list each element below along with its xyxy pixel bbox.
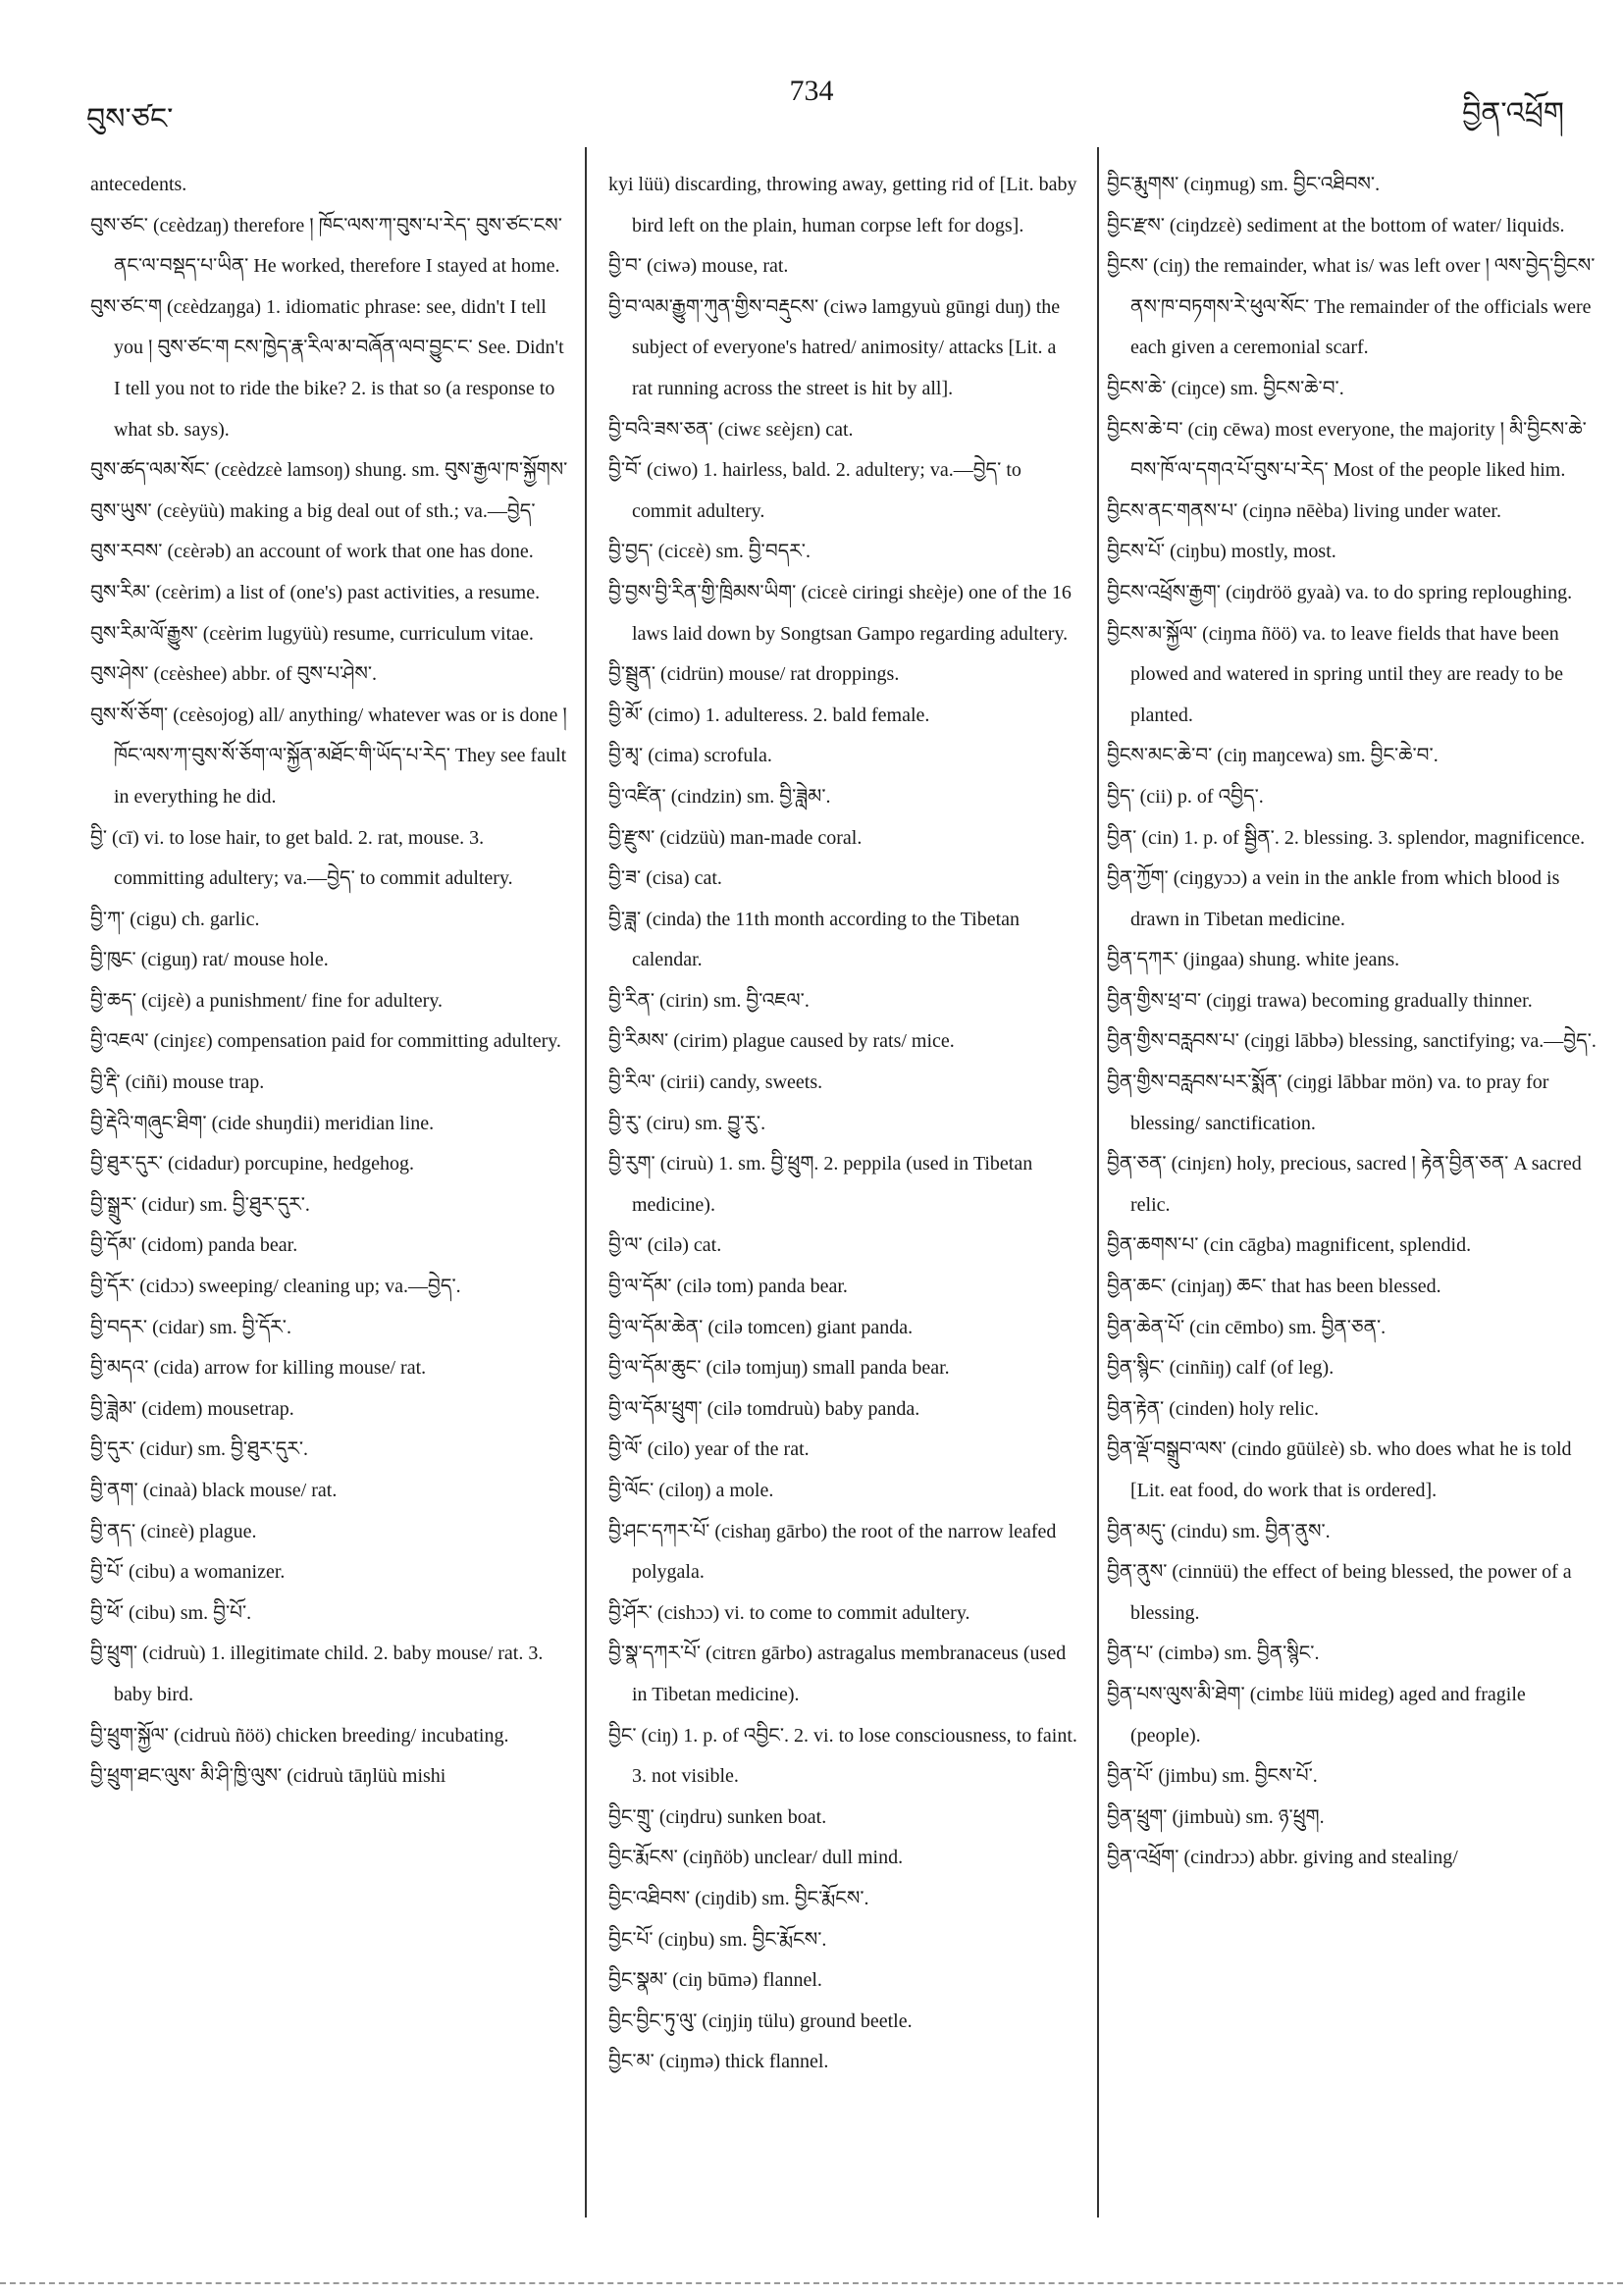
dictionary-entry: བྱི་འཇལ་ (cinjɛɛ) compensation paid for committing adultery. xyxy=(90,1030,561,1053)
dictionary-entry: བྱིང་གྲུ་ (ciŋdru) sunken boat. xyxy=(608,1805,827,1828)
dictionary-entry: བྱིན་ཅན་ (cinjɛn) holy, precious, sacred ། རྟེན་བྱིན་ཅན་ A sacred relic. xyxy=(1107,1153,1582,1216)
dictionary-entry: བྱི་ཤོར་ (cishɔɔ) vi. to come to commit adultery. xyxy=(608,1601,970,1624)
dictionary-entry: བྱི་ལ་དོམ་ (cilə tom) panda bear. xyxy=(608,1276,848,1298)
bottom-edge-divider xyxy=(0,2282,1623,2284)
dictionary-entry: བྱིན་ཕྲུག་ (jimbuù) sm. ཉ་ཕྲུག. xyxy=(1107,1805,1325,1828)
dictionary-entry: བྱིངས་ནང་གནས་པ་ (ciŋnə nēèba) living under water. xyxy=(1107,499,1501,522)
dictionary-entry: བྱིན་ (cin) 1. p. of སྦྱིན་. 2. blessing. 3. splendor, magnificence. xyxy=(1107,826,1586,849)
dictionary-entry: བྱི་ལ་དོམ་ཆེན་ (cilə tomcen) giant panda. xyxy=(608,1316,914,1338)
dictionary-entry: བྱིངས་འཕྲོས་རྒྱག་ (ciŋdröö gyaà) va. to do spring reploughing. xyxy=(1107,581,1573,603)
dictionary-entry: བྱི་ཕོ་ (cibu) sm. བྱི་པོ་. xyxy=(90,1601,252,1624)
dictionary-entry: བྱིན་ཆགས་པ་ (cin cāgba) magnificent, splendid. xyxy=(1107,1234,1472,1257)
dictionary-entry: kyi lüü) discarding, throwing away, getting rid of [Lit. baby bird left on the plain, human corpse left for dogs]. xyxy=(608,174,1077,236)
dictionary-entry: བྱི་ཕྲུག་ཐང་ལུས་ མི་ཤི་ཁྱི་ལུས་ (cidruù tāŋlüù mishi xyxy=(90,1765,446,1788)
dictionary-entry: བྱི་མྭ་ (cima) scrofula. xyxy=(608,745,772,767)
dictionary-entry: བྱིང་སྣམ་ (ciŋ būmə) flannel. xyxy=(608,1969,822,1992)
dictionary-entry: བྱི་ལ་དོམ་ཆུང་ (cilə tomjuŋ) small panda bear. xyxy=(608,1357,950,1380)
dictionary-entry: བུས་ཙང་ (cɛèdzaŋ) therefore ། ཁོང་ལས་ཀ་བུས་པ་རེད་ བུས་ཙང་ངས་ནང་ལ་བསྡད་པ་ཡིན་ He worked, therefore I stayed at home. xyxy=(90,214,562,278)
dictionary-entry: བྱིན་གྱིས་བརླབས་པ་ (ciŋgi lābbə) blessing, sanctifying; va.—བྱེད་. xyxy=(1107,1030,1597,1053)
dictionary-entry: བྱིང་རྨོངས་ (ciŋñöb) unclear/ dull mind. xyxy=(608,1847,904,1869)
dictionary-entry: བྱི་པོ་ (cibu) a womanizer. xyxy=(90,1561,286,1584)
page-number: 734 xyxy=(789,75,834,107)
dictionary-entry: བྱི་རྡི་ (ciñi) mouse trap. xyxy=(90,1071,265,1094)
dictionary-entry: བྱིན་པས་ལུས་མི་ཐེག་ (cimbɛ lüü mideg) aged and fragile (people). xyxy=(1107,1683,1526,1747)
dictionary-entry: བྱིན་ཆང་ (cinjaŋ) ཆང་ that has been blessed. xyxy=(1107,1276,1441,1298)
column-divider xyxy=(585,147,587,2218)
dictionary-entry: བྱི་ཆད་ (cijɛè) a punishment/ fine for adultery. xyxy=(90,989,444,1012)
dictionary-entry: བྱིན་མདུ་ (cindu) sm. བྱིན་ནུས་. xyxy=(1107,1520,1331,1542)
dictionary-entry: བྱིན་དཀར་ (jingaa) shung. white jeans. xyxy=(1107,949,1400,971)
dictionary-entry: བྱིང་རྨུགས་ (ciŋmug) sm. བྱིང་འཐིབས་. xyxy=(1107,174,1381,195)
dictionary-entry: བྱི་ལོང་ (ciloŋ) a mole. xyxy=(608,1480,774,1501)
dictionary-entry: བྱི་དོམ་ (cidom) panda bear. xyxy=(90,1234,298,1257)
dictionary-entry: བྱིངས་པོ་ (ciŋbu) mostly, most. xyxy=(1107,541,1336,563)
dictionary-entry: བུས་ཙང་ག (cɛèdzaŋga) 1. idiomatic phrase: see, didn't I tell you ། བུས་ཙང་ག ངས་ཁྱེད་རྣ་རིལ་མ་བཞོན་ལབ་བྱུང་ང་ See. Didn't I tell you not to ride the bike? 2. is that so (a response to what sb. says). xyxy=(90,295,564,441)
dictionary-entry: བུས་རིམ་ (cɛèrim) a list of (one's) past activities, a resume. xyxy=(90,581,541,603)
dictionary-entry: བྱིང་འཐིབས་ (ciŋdib) sm. བྱིང་རྨོངས་. xyxy=(608,1887,869,1909)
dictionary-entry: བྱི་ཤང་དཀར་པོ་ (cishaŋ gārbo) the root of the narrow leafed polygala. xyxy=(608,1520,1057,1584)
dictionary-entry: བྱིན་རྟེན་ (cinden) holy relic. xyxy=(1107,1397,1319,1420)
dictionary-entry: བྱི་རུག་ (ciruù) 1. sm. བྱི་ཕྲུག. 2. peppila (used in Tibetan medicine). xyxy=(608,1153,1033,1216)
dictionary-entry: བུས་ཤེས་ (cɛèshee) abbr. of བུས་པ་ཤེས་. xyxy=(90,663,378,686)
dictionary-entry: བྱི་མདའ་ (cida) arrow for killing mouse/ rat. xyxy=(90,1357,427,1380)
dictionary-entry: བྱི་བའི་ཟས་ཅན་ (ciwɛ sɛèjɛn) cat. xyxy=(608,418,854,441)
dictionary-entry: བྱིན་གྱིས་ཕྲ་བ་ (ciŋgi trawa) becoming gradually thinner. xyxy=(1107,989,1533,1012)
dictionary-entry: བྱི་དོར་ (cidɔɔ) sweeping/ cleaning up; va.—བྱེད་. xyxy=(90,1276,461,1298)
dictionary-entry: བྱིང་པོ་ (ciŋbu) sm. བྱིང་རྨོངས་. xyxy=(608,1928,827,1951)
dictionary-entry: བྱིན་གྱིས་བརླབས་པར་སྨོན་ (ciŋgi lābbar mön) va. to pray for blessing/ sanctification. xyxy=(1107,1071,1549,1134)
dictionary-entry: བྱིན་པ་ (cimbə) sm. བྱིན་སྙིང་. xyxy=(1107,1643,1320,1665)
dictionary-entry: བྱི་ཟ་ (cisa) cat. xyxy=(608,867,722,890)
dictionary-entry: བྱིང་མ་ (ciŋmə) thick flannel. xyxy=(608,2051,829,2073)
dictionary-entry: བྱིངས་ཆེ་བ་ (ciŋ cēwa) most everyone, the majority ། མི་བྱིངས་ཆེ་བས་ཁོ་ལ་དགའ་པོ་བུས་པ་རེད་ Most of the people liked him. xyxy=(1107,418,1587,482)
dictionary-entry: བྱིན་འཕྲོག་ (cindrɔɔ) abbr. giving and stealing/ xyxy=(1107,1847,1458,1869)
dictionary-entry: བུས་རབས་ (cɛèrəb) an account of work that one has done. xyxy=(90,541,534,563)
dictionary-entry: བྱི་ (cī) vi. to lose hair, to get bald. 2. rat, mouse. 3. committing adultery; va.—བྱེད་ to commit adultery. xyxy=(90,826,513,890)
dictionary-entry: བྱི་ཕྲུག་སྐྱོལ་ (cidruù ñöö) chicken breeding/ incubating. xyxy=(90,1724,509,1747)
dictionary-entry: བྱི་བྱས་བྱི་རིན་གྱི་ཁྲིམས་ཡིག་ (cicɛè ciringi shɛèje) one of the 16 laws laid down by Songtsan Gampo regarding adultery. xyxy=(608,581,1072,645)
dictionary-entry: བྱི་སྒྲུར་ (cidur) sm. བྱི་ཐུར་དུར་. xyxy=(90,1193,310,1216)
dictionary-entry: བྱི་ཟླེམ་ (cidem) mousetrap. xyxy=(90,1397,294,1420)
dictionary-entry: བྱི་རིན་ (cirin) sm. བྱི་འཇལ་. xyxy=(608,989,810,1012)
dictionary-entry: བྱི་རུ་ (ciru) sm. བྱུ་རུ་. xyxy=(608,1112,766,1134)
dictionary-entry: བྱི་བ་ལམ་རྒྱུག་ཀུན་གྱིས་བརྡུངས་ (ciwə lamgyuù gūngi duŋ) the subject of everyone's hatred/ animosity/ attacks [Lit. a rat running across the street is hit by all]. xyxy=(608,295,1061,399)
dictionary-entry: བྱིངས་ (ciŋ) the remainder, what is/ was left over ། ལས་བྱེད་བྱིངས་ནས་ཁ་བཏགས་རེ་ཕུལ་སོང་ The remainder of the officials were each given a ceremonial scarf. xyxy=(1107,255,1596,359)
dictionary-entry: བྱི་བ་ (ciwə) mouse, rat. xyxy=(608,255,789,278)
dictionary-entry: བྱི་རིམས་ (cirim) plague caused by rats/ mice. xyxy=(608,1030,955,1053)
dictionary-entry: བྱི་སྣ་དཀར་པོ་ (citrɛn gārbo) astragalus membranaceus (used in Tibetan medicine). xyxy=(608,1643,1067,1705)
running-header-right: བྱིན་འཕྲོག xyxy=(1462,97,1564,130)
dictionary-entry: བྱིང་བྱིང་ཏུ་ལུ་ (ciŋjiŋ tülu) ground beetle. xyxy=(608,2009,913,2032)
dictionary-entry: བྱི་འཛིན་ (cindzin) sm. བྱི་ཟླེམ་. xyxy=(608,785,831,808)
column-divider xyxy=(1097,147,1099,2218)
dictionary-entry: བུས་རིམ་ལོ་རྒྱུས་ (cɛèrim lugyüù) resume, curriculum vitae. xyxy=(90,622,534,645)
dictionary-entry: བྱི་རིལ་ (cirii) candy, sweets. xyxy=(608,1071,823,1094)
dictionary-entry: བྱིན་སྙིང་ (cinñiŋ) calf (of leg). xyxy=(1107,1357,1335,1380)
dictionary-entry: བྱིངས་མང་ཆེ་བ་ (ciŋ maŋcewa) sm. བྱིང་ཆེ་བ་. xyxy=(1107,745,1439,767)
dictionary-entry: བྱི་མོ་ (cimo) 1. adulteress. 2. bald female. xyxy=(608,704,930,726)
dictionary-entry: བྱི་ཟླ་ (cinda) the 11th month according to the Tibetan calendar. xyxy=(608,908,1021,971)
dictionary-entry: བྱི་ལ་དོམ་ཕྲུག་ (cilə tomdruù) baby panda. xyxy=(608,1397,920,1420)
dictionary-entry: བྱི་ཕྲུག་ (cidruù) 1. illegitimate child. 2. baby mouse/ rat. 3. baby bird. xyxy=(90,1643,544,1705)
dictionary-entry: བྱིན་ནུས་ (cinnüü) the effect of being blessed, the power of a blessing. xyxy=(1107,1561,1572,1624)
dictionary-entry: བྱི་སྦྲུན་ (cidrün) mouse/ rat droppings. xyxy=(608,663,900,686)
dictionary-entry: བྱི་བྱད་ (cicɛè) sm. བྱི་བདར་. xyxy=(608,541,811,563)
dictionary-entry: བུས་ཡུས་ (cɛèyüù) making a big deal out of sth.; va.—བྱེད་ xyxy=(90,499,536,522)
column-3 xyxy=(1107,165,1597,1879)
dictionary-entry: བྱི་རྡེའི་གཞུང་ཐིག་ (cide shuŋdii) meridian line. xyxy=(90,1112,435,1134)
dictionary-entry: བྱི་ལ་ (cilə) cat. xyxy=(608,1234,722,1257)
dictionary-entry: བུས་སོ་ཅོག་ (cɛèsojog) all/ anything/ whatever was or is done ། ཁོང་ལས་ཀ་བུས་སོ་ཅོག་ལ་སྐྱོན་མཐོང་གི་ཡོད་པ་རེད་ They see fault in everything he did. xyxy=(90,704,567,808)
dictionary-entry: བྱི་བདར་ (cidar) sm. བྱི་དོར་. xyxy=(90,1316,291,1338)
dictionary-entry: བྱིན་ལྡོ་བསྒྲུབ་ལས་ (cindo gūülɛè) sb. who does what he is told [Lit. eat food, do work that is ordered]. xyxy=(1107,1438,1572,1501)
dictionary-entry: བྱིན་ཆེན་པོ་ (cin cēmbo) sm. བྱིན་ཅན་. xyxy=(1107,1316,1387,1338)
dictionary-entry: antecedents. xyxy=(90,174,187,195)
dictionary-entry: བྱིངས་ཆེ་ (ciŋce) sm. བྱིངས་ཆེ་བ་. xyxy=(1107,377,1344,399)
dictionary-entry: བྱི་ཁུང་ (ciguŋ) rat/ mouse hole. xyxy=(90,949,329,971)
column-1 xyxy=(90,165,569,1798)
dictionary-entry: བྱིང་ (ciŋ) 1. p. of འབྱིང་. 2. vi. to lose consciousness, to faint. 3. not visible. xyxy=(608,1724,1077,1788)
column-2 xyxy=(608,165,1079,2083)
dictionary-entry: བྱི་ལོ་ (cilo) year of the rat. xyxy=(608,1438,810,1461)
dictionary-entry: བྱིང་རྫས་ (ciŋdzɛè) sediment at the bottom of water/ liquids. xyxy=(1107,214,1565,236)
dictionary-entry: བྱིངས་མ་སྐྱོལ་ (ciŋma ñöö) va. to leave fields that have been plowed and watered in spring until they are ready to be planted. xyxy=(1107,622,1563,726)
dictionary-entry: བྱིན་ཀྱོག་ (ciŋgyɔɔ) a vein in the ankle from which blood is drawn in Tibetan medicine. xyxy=(1107,867,1560,930)
dictionary-entry: བྱི་ནག་ (cinaà) black mouse/ rat. xyxy=(90,1480,338,1501)
dictionary-entry: བྱི་ཐུར་དུར་ (cidadur) porcupine, hedgehog. xyxy=(90,1153,415,1175)
dictionary-entry: བྱི་དུར་ (cidur) sm. བྱི་ཐུར་དུར་. xyxy=(90,1438,309,1461)
running-header-left: བུས་ཙང་ xyxy=(86,103,174,135)
dictionary-entry: བྱིན་པོ་ (jimbu) sm. བྱིངས་པོ་. xyxy=(1107,1765,1318,1788)
dictionary-entry: བྱི་བོ་ (ciwo) 1. hairless, bald. 2. adultery; va.—བྱེད་ to commit adultery. xyxy=(608,459,1021,522)
dictionary-entry: བྱི་ཀ་ (cigu) ch. garlic. xyxy=(90,908,260,930)
dictionary-entry: བྱིད་ (cii) p. of འབྱིད་. xyxy=(1107,785,1264,808)
dictionary-entry: བུས་ཚད་ལམ་སོང་ (cɛèdzɛè lamsoŋ) shung. sm. བུས་རྒྱལ་ཁ་སྐྱོགས་ xyxy=(90,459,568,482)
dictionary-entry: བྱི་ནད་ (cinɛè) plague. xyxy=(90,1520,257,1542)
dictionary-entry: བྱི་རྫུས་ (cidzüù) man-made coral. xyxy=(608,826,863,849)
